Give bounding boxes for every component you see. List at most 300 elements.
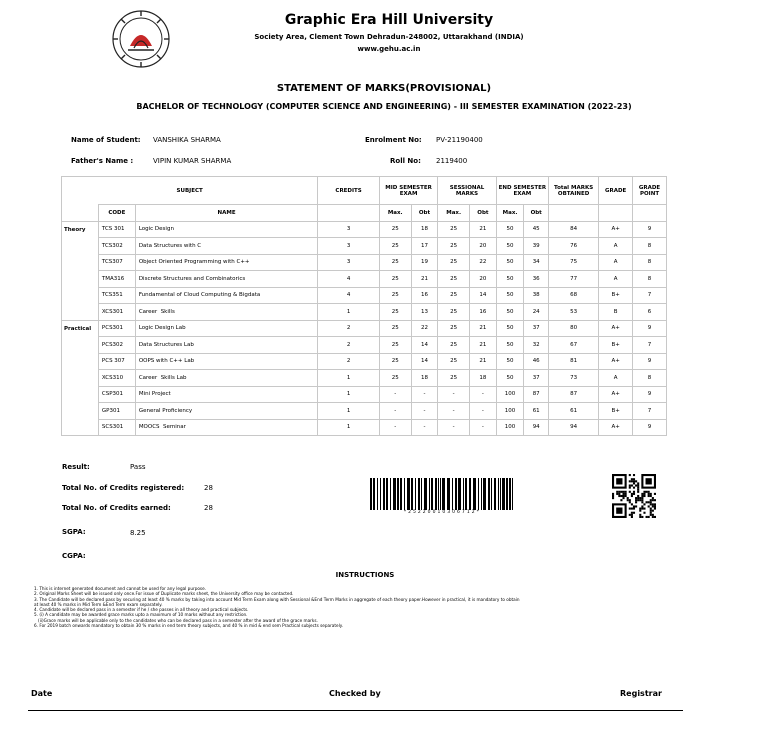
qr-module — [637, 484, 639, 486]
barcode-bar — [370, 478, 372, 510]
cell-mid-obt: 14 — [411, 353, 438, 370]
qr-module — [652, 503, 654, 505]
qr-module — [618, 495, 620, 497]
barcode-text: * 2 5 2 2 0 0 1 0 3 0 6 7 1 2 * — [403, 510, 480, 515]
cell-mid-obt: 21 — [411, 271, 438, 288]
qr-module — [639, 508, 641, 510]
qr-module — [637, 497, 639, 499]
barcode-bar — [463, 478, 464, 510]
qr-module — [639, 499, 641, 501]
cell-credits: 3 — [318, 221, 380, 238]
university-name: Graphic Era Hill University — [284, 12, 494, 28]
qr-module — [643, 512, 645, 514]
instruction-line: 3. The Candidate will be declared pass by securing at least 40 % marks by taking into account Mid Term Exam along with Sessional &End Term Marks in aggregate of each theory paper.However in practical, it is mandatory to obtain — [34, 596, 520, 602]
subject-code: PCS 307 — [98, 353, 135, 370]
table-row — [62, 386, 667, 403]
cell-ses-obt: 20 — [470, 238, 497, 255]
cell-mid-max: 25 — [379, 254, 411, 271]
qr-finder — [646, 478, 652, 484]
subject-header: SUBJECT — [62, 177, 318, 205]
obt-header: Obt — [411, 205, 438, 222]
cell-total: 53 — [549, 304, 599, 321]
qr-module — [633, 487, 635, 489]
cell-total: 87 — [549, 386, 599, 403]
qr-module — [633, 491, 635, 493]
cell-end-max: 50 — [496, 370, 524, 387]
cell-mid-max: 25 — [379, 320, 411, 337]
subject-code: TCS302 — [98, 238, 135, 255]
cell-ses-obt: 21 — [470, 353, 497, 370]
table-row — [62, 419, 667, 436]
qr-module — [654, 499, 656, 501]
cell-mid-max: 25 — [379, 287, 411, 304]
cell-total: 77 — [549, 271, 599, 288]
cell-grade: B+ — [599, 337, 633, 354]
subject-name: Logic Design Lab — [135, 320, 318, 337]
category-cell — [62, 353, 99, 370]
cell-gp: 7 — [633, 403, 667, 420]
max-header: Max. — [496, 205, 524, 222]
cell-mid-obt: 16 — [411, 287, 438, 304]
cell-ses-obt: 21 — [470, 320, 497, 337]
qr-module — [616, 491, 618, 493]
barcode-bar — [418, 478, 420, 510]
barcode-bar — [509, 478, 511, 510]
cell-ses-obt: 18 — [470, 370, 497, 387]
cell-total: 94 — [549, 419, 599, 436]
cell-end-obt: 87 — [524, 386, 549, 403]
barcode-bar — [438, 478, 439, 510]
cell-end-obt: 37 — [524, 370, 549, 387]
cell-gp: 9 — [633, 353, 667, 370]
instruction-line: at least 40 % marks in Mid Term &End Term exam separately. — [34, 601, 163, 607]
cell-ses-max: 25 — [438, 287, 470, 304]
father-name: VIPIN KUMAR SHARMA — [153, 157, 232, 165]
barcode-bar — [478, 478, 479, 510]
instructions-title: INSTRUCTIONS — [335, 571, 395, 579]
cell-gp: 8 — [633, 238, 667, 255]
credits-registered-label: Total No. of Credits registered: — [62, 484, 185, 492]
barcode-bar — [373, 478, 375, 510]
qr-module — [631, 478, 633, 480]
qr-module — [629, 508, 631, 510]
registrar-label: Registrar — [620, 689, 662, 698]
qr-module — [637, 489, 639, 491]
cell-ses-obt: - — [470, 419, 497, 436]
cell-credits: 1 — [318, 304, 380, 321]
subject-code: PCS302 — [98, 337, 135, 354]
cell-gp: 9 — [633, 386, 667, 403]
cell-end-obt: 39 — [524, 238, 549, 255]
subject-code: PCS301 — [98, 320, 135, 337]
qr-module — [641, 493, 643, 495]
cell-credits: 1 — [318, 403, 380, 420]
cell-total: 76 — [549, 238, 599, 255]
cell-credits: 2 — [318, 353, 380, 370]
qr-module — [631, 514, 633, 516]
cell-grade: A — [599, 271, 633, 288]
cell-mid-max: - — [379, 419, 411, 436]
qr-module — [612, 493, 614, 495]
barcode-bar — [447, 478, 450, 510]
instruction-line: 2. Original Marks Sheet will be issued only once.For issue of Duplicate marks sheet, the University office may be contacted. — [34, 591, 294, 597]
qr-module — [631, 493, 633, 495]
qr-module — [652, 499, 654, 501]
barcode-bar — [512, 478, 513, 510]
qr-module — [639, 497, 641, 499]
sgpa-value: 8.25 — [130, 529, 146, 537]
subject-name: Object Oriented Programming with C++ — [135, 254, 318, 271]
barcode-bar — [498, 478, 499, 510]
qr-module — [629, 487, 631, 489]
qr-module — [648, 505, 650, 507]
credits-earned-label: Total No. of Credits earned: — [62, 504, 171, 512]
subject-name: Mini Project — [135, 386, 318, 403]
result-label: Result: — [62, 463, 90, 471]
qr-module — [650, 510, 652, 512]
cell-credits: 3 — [318, 254, 380, 271]
marks-table — [61, 176, 667, 436]
cell-total: 84 — [549, 221, 599, 238]
qr-module — [635, 499, 637, 501]
cell-grade: A+ — [599, 419, 633, 436]
qr-module — [635, 497, 637, 499]
barcode-bar — [465, 478, 467, 510]
subject-name: Data Structures with C — [135, 238, 318, 255]
qr-module — [631, 512, 633, 514]
cell-mid-max: 25 — [379, 238, 411, 255]
cell-end-obt: 38 — [524, 287, 549, 304]
qr-module — [631, 516, 633, 518]
cell-gp: 9 — [633, 419, 667, 436]
cell-grade: A+ — [599, 386, 633, 403]
barcode-bar — [469, 478, 471, 510]
qr-module — [650, 512, 652, 514]
cell-end-obt: 24 — [524, 304, 549, 321]
category-cell — [62, 370, 99, 387]
qr-module — [650, 514, 652, 516]
qr-module — [643, 493, 645, 495]
cell-mid-obt: 14 — [411, 337, 438, 354]
barcode-bar — [400, 478, 402, 510]
sgpa-label: SGPA: — [62, 528, 86, 536]
table-row — [62, 370, 667, 387]
qr-code — [612, 474, 656, 518]
cell-ses-max: - — [438, 386, 470, 403]
barcode-bar — [407, 478, 410, 510]
cell-credits: 4 — [318, 287, 380, 304]
cell-gp: 8 — [633, 254, 667, 271]
roll-label: Roll No: — [390, 157, 421, 165]
cell-end-max: 50 — [496, 337, 524, 354]
cell-credits: 1 — [318, 386, 380, 403]
barcode-bar — [390, 478, 391, 510]
qr-module — [637, 491, 639, 493]
table-row — [62, 271, 667, 288]
cell-mid-obt: 19 — [411, 254, 438, 271]
father-name-label: Father's Name : — [71, 157, 134, 165]
cell-mid-max: 25 — [379, 304, 411, 321]
cell-mid-max: 25 — [379, 337, 411, 354]
qr-module — [616, 493, 618, 495]
cell-ses-max: 25 — [438, 320, 470, 337]
qr-module — [635, 480, 637, 482]
subject-code: TCS 301 — [98, 221, 135, 238]
checked-by-label: Checked by — [329, 689, 381, 698]
subject-code: GP301 — [98, 403, 135, 420]
qr-module — [643, 503, 645, 505]
barcode-bar — [458, 478, 461, 510]
qr-module — [654, 505, 656, 507]
qr-module — [633, 474, 635, 476]
qr-module — [643, 491, 645, 493]
barcode-bar — [429, 478, 430, 510]
cgpa-label: CGPA: — [62, 552, 86, 560]
cell-ses-obt: 14 — [470, 287, 497, 304]
roll-number: 2119400 — [436, 157, 468, 165]
qr-module — [625, 493, 627, 495]
cell-end-obt: 37 — [524, 320, 549, 337]
qr-module — [648, 501, 650, 503]
qr-module — [650, 499, 652, 501]
category-cell — [62, 337, 99, 354]
qr-module — [654, 516, 656, 518]
subject-name: OOPS with C++ Lab — [135, 353, 318, 370]
barcode-bar — [491, 478, 492, 510]
cell-end-obt: 34 — [524, 254, 549, 271]
barcode-bar — [455, 478, 457, 510]
cell-ses-max: 25 — [438, 238, 470, 255]
cell-mid-obt: 18 — [411, 221, 438, 238]
qr-module — [633, 505, 635, 507]
category-cell — [62, 254, 99, 271]
university-address: Society Area, Clement Town Dehradun-248002, Uttarakhand (INDIA) — [254, 33, 524, 41]
qr-module — [625, 491, 627, 493]
cell-end-max: 50 — [496, 238, 524, 255]
subject-code: SCS301 — [98, 419, 135, 436]
qr-module — [641, 501, 643, 503]
mid-sem-header: MID SEMESTER EXAM — [379, 177, 437, 205]
university-website: www.gehu.ac.in — [357, 45, 421, 53]
cell-gp: 9 — [633, 221, 667, 238]
cell-total: 68 — [549, 287, 599, 304]
name-header: NAME — [135, 205, 318, 222]
qr-module — [652, 514, 654, 516]
cell-grade: A+ — [599, 320, 633, 337]
qr-module — [639, 514, 641, 516]
subject-code: TCS351 — [98, 287, 135, 304]
table-row — [62, 320, 667, 337]
cell-end-max: 50 — [496, 221, 524, 238]
qr-module — [637, 482, 639, 484]
credits-header: CREDITS — [318, 177, 380, 205]
qr-module — [633, 482, 635, 484]
cell-mid-max: - — [379, 403, 411, 420]
qr-module — [650, 493, 652, 495]
code-header: CODE — [98, 205, 135, 222]
barcode-bar — [386, 478, 388, 510]
footer-rule — [28, 710, 683, 711]
table-row — [62, 221, 667, 238]
cell-grade: A — [599, 238, 633, 255]
cell-mid-max: 25 — [379, 271, 411, 288]
qr-module — [622, 497, 624, 499]
qr-module — [648, 493, 650, 495]
cell-ses-obt: - — [470, 403, 497, 420]
barcode-bar — [424, 478, 427, 510]
barcode-bar — [397, 478, 399, 510]
category-cell — [62, 271, 99, 288]
qr-module — [631, 480, 633, 482]
sessional-header: SESSIONAL MARKS — [438, 177, 496, 205]
qr-module — [633, 480, 635, 482]
barcode-bar — [421, 478, 422, 510]
qr-module — [654, 493, 656, 495]
qr-module — [641, 495, 643, 497]
qr-module — [648, 516, 650, 518]
cell-end-max: 50 — [496, 287, 524, 304]
cell-credits: 1 — [318, 370, 380, 387]
cell-mid-obt: - — [411, 386, 438, 403]
cell-credits: 4 — [318, 271, 380, 288]
qr-module — [639, 510, 641, 512]
barcode-bar — [500, 478, 501, 510]
cell-total: 67 — [549, 337, 599, 354]
result-value: Pass — [130, 463, 146, 471]
qr-module — [631, 503, 633, 505]
cell-end-max: 50 — [496, 353, 524, 370]
qr-module — [652, 510, 654, 512]
cell-end-max: 100 — [496, 419, 524, 436]
qr-module — [629, 480, 631, 482]
qr-module — [643, 508, 645, 510]
qr-module — [627, 497, 629, 499]
cell-credits: 2 — [318, 337, 380, 354]
qr-module — [618, 491, 620, 493]
barcode-bar — [377, 478, 378, 510]
qr-module — [637, 495, 639, 497]
qr-module — [637, 499, 639, 501]
qr-module — [622, 495, 624, 497]
cell-ses-max: 25 — [438, 254, 470, 271]
qr-module — [629, 499, 631, 501]
cell-gp: 6 — [633, 304, 667, 321]
qr-module — [648, 495, 650, 497]
qr-module — [629, 474, 631, 476]
total-header: Total MARKS OBTAINED — [549, 177, 599, 205]
subject-code: TMA316 — [98, 271, 135, 288]
category-cell: Practical — [62, 320, 99, 337]
subject-name: Logic Design — [135, 221, 318, 238]
instruction-line: 1. This is internet generated document and cannot be used for any legal purpose. — [34, 586, 207, 591]
qr-module — [631, 508, 633, 510]
cell-total: 73 — [549, 370, 599, 387]
table-row — [62, 238, 667, 255]
barcode-bar — [502, 478, 505, 510]
cell-gp: 9 — [633, 320, 667, 337]
qr-module — [620, 495, 622, 497]
qr-module — [620, 491, 622, 493]
category-cell — [62, 403, 99, 420]
instruction-line: (ii)Grace marks will be applicable only to the candidates who can be declared pass in a semester after the award of the grace marks. — [34, 617, 318, 623]
qr-module — [641, 499, 643, 501]
cell-ses-max: 25 — [438, 353, 470, 370]
cell-end-obt: 46 — [524, 353, 549, 370]
cell-end-obt: 61 — [524, 403, 549, 420]
table-row — [62, 287, 667, 304]
cell-end-obt: 94 — [524, 419, 549, 436]
cell-grade: B+ — [599, 287, 633, 304]
cell-mid-max: 25 — [379, 353, 411, 370]
category-cell — [62, 304, 99, 321]
cell-ses-max: 25 — [438, 304, 470, 321]
credits-registered-value: 28 — [204, 484, 213, 492]
cell-grade: A — [599, 370, 633, 387]
cell-mid-obt: 18 — [411, 370, 438, 387]
barcode-bar — [380, 478, 381, 510]
cell-ses-obt: 16 — [470, 304, 497, 321]
qr-module — [650, 503, 652, 505]
cell-mid-obt: 13 — [411, 304, 438, 321]
grade-point-header: GRADE POINT — [633, 177, 667, 205]
subject-code: XCS301 — [98, 304, 135, 321]
qr-module — [654, 508, 656, 510]
barcode-bar — [404, 478, 405, 510]
subject-name: Fundamental of Cloud Computing & Bigdata — [135, 287, 318, 304]
qr-module — [646, 491, 648, 493]
cell-ses-max: 25 — [438, 221, 470, 238]
category-cell — [62, 419, 99, 436]
subject-code: XCS310 — [98, 370, 135, 387]
cell-end-obt: 45 — [524, 221, 549, 238]
cell-ses-max: 25 — [438, 271, 470, 288]
cell-gp: 8 — [633, 370, 667, 387]
cell-end-max: 100 — [496, 386, 524, 403]
cell-ses-max: 25 — [438, 370, 470, 387]
cell-total: 61 — [549, 403, 599, 420]
qr-module — [629, 514, 631, 516]
category-cell — [62, 238, 99, 255]
barcode-bar — [506, 478, 508, 510]
instructions-list — [34, 586, 674, 628]
barcode-bar — [383, 478, 385, 510]
student-name-label: Name of Student: — [71, 136, 141, 144]
qr-module — [646, 516, 648, 518]
qr-module — [637, 487, 639, 489]
qr-module — [641, 516, 643, 518]
barcode-bar — [393, 478, 396, 510]
cell-ses-obt: 21 — [470, 221, 497, 238]
cell-mid-obt: - — [411, 419, 438, 436]
subject-name: Data Structures Lab — [135, 337, 318, 354]
cell-mid-obt: 22 — [411, 320, 438, 337]
qr-module — [629, 491, 631, 493]
cell-grade: A+ — [599, 353, 633, 370]
qr-module — [641, 508, 643, 510]
qr-module — [641, 497, 643, 499]
obt-header: Obt — [470, 205, 497, 222]
barcode-bar — [481, 478, 482, 510]
qr-module — [620, 499, 622, 501]
qr-module — [635, 484, 637, 486]
program-title: BACHELOR OF TECHNOLOGY (COMPUTER SCIENCE AND ENGINEERING) - III SEMESTER EXAMINATION (2022-23) — [136, 102, 632, 111]
subject-name: General Proficiency — [135, 403, 318, 420]
cell-grade: B — [599, 304, 633, 321]
barcode-bar — [473, 478, 476, 510]
cell-end-max: 100 — [496, 403, 524, 420]
barcode-bar — [488, 478, 490, 510]
max-header: Max. — [438, 205, 470, 222]
